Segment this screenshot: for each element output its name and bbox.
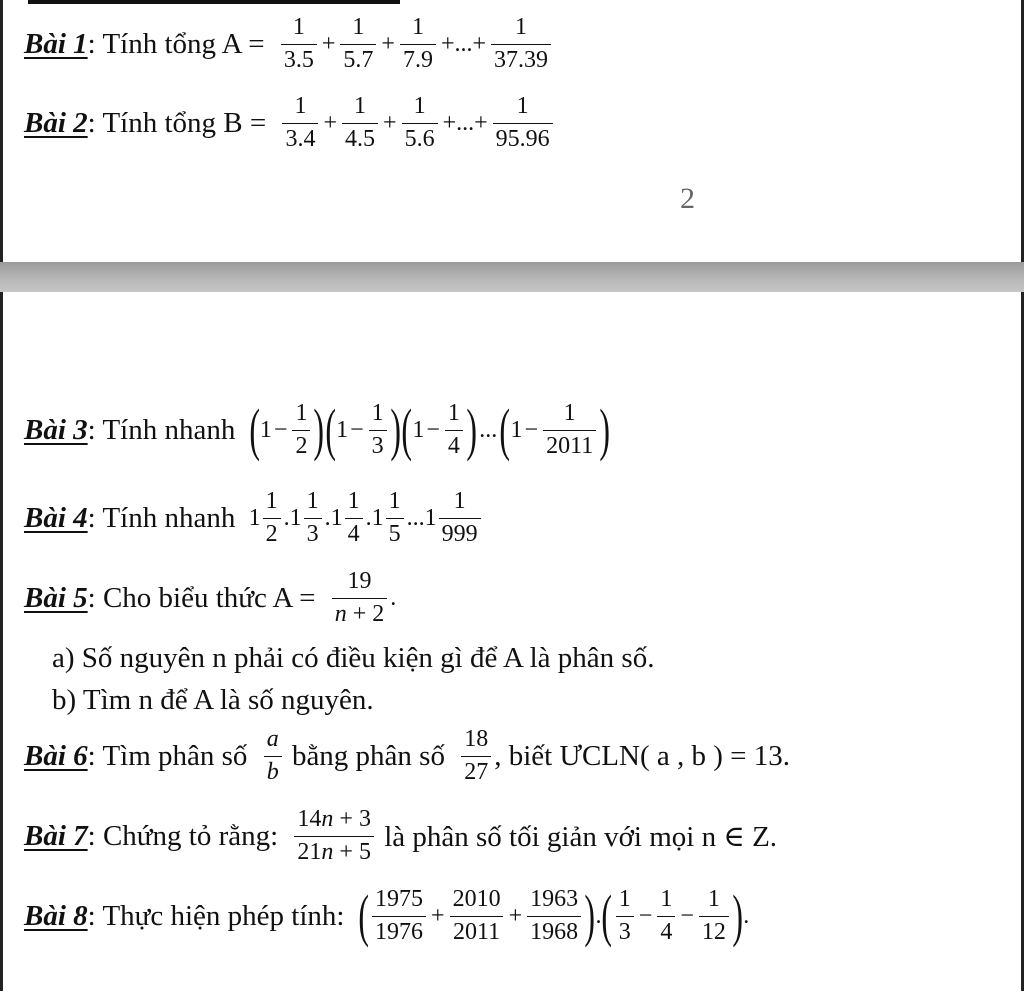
numerator: 1 xyxy=(563,400,576,426)
exercise-text: : Tính nhanh xyxy=(87,501,243,534)
fraction xyxy=(282,93,318,153)
left-paren: ( xyxy=(248,397,260,463)
denominator: 2011 xyxy=(450,916,503,947)
fraction xyxy=(292,400,310,460)
denominator: 37.39 xyxy=(491,44,551,75)
left-paren: ( xyxy=(325,397,336,463)
denominator: 3.4 xyxy=(282,123,318,154)
fraction xyxy=(342,93,378,153)
denominator: 1976 xyxy=(372,916,426,947)
numerator xyxy=(294,806,374,836)
exercise-8 xyxy=(24,883,750,949)
dot-separator: . xyxy=(365,504,372,531)
fraction xyxy=(657,886,675,946)
exercise-3 xyxy=(24,397,611,463)
coefficient: 21 xyxy=(297,838,322,865)
page-gap xyxy=(0,262,1024,292)
fraction xyxy=(345,488,363,548)
right-paren: ) xyxy=(584,883,596,949)
fraction xyxy=(340,14,376,74)
fraction xyxy=(332,568,388,628)
denominator: 95.96 xyxy=(493,123,553,154)
sum-expression xyxy=(279,93,555,153)
ellipsis: ... xyxy=(406,504,425,531)
left-paren: ( xyxy=(601,883,613,949)
numerator: 1 xyxy=(352,14,365,40)
denominator: 4 xyxy=(445,430,463,461)
fraction xyxy=(493,93,553,153)
numerator: 1 xyxy=(707,886,720,912)
plus-sign: + xyxy=(321,30,336,57)
denominator: 2 xyxy=(263,518,281,549)
fraction xyxy=(372,886,426,946)
one: 1 xyxy=(259,416,272,443)
exercise-label: Bài 3 xyxy=(24,413,88,446)
dot-separator: . xyxy=(283,504,290,531)
numerator: 18 xyxy=(464,726,489,752)
right-paren: ) xyxy=(390,397,401,463)
one: 1 xyxy=(412,416,425,443)
denominator: 5.7 xyxy=(340,44,376,75)
denominator: 3.5 xyxy=(281,44,317,75)
fraction xyxy=(439,488,481,548)
fraction xyxy=(263,488,281,548)
minus-sign: − xyxy=(426,416,440,443)
fraction-expression xyxy=(291,806,377,866)
numerator: 1 xyxy=(516,93,529,119)
denominator: 12 xyxy=(699,916,729,947)
page-number: 2 xyxy=(680,182,695,215)
whole-part: 1 xyxy=(248,504,261,531)
plus-sign: + xyxy=(383,109,397,136)
numerator: 1 xyxy=(447,400,460,426)
numerator: 1 xyxy=(453,488,466,514)
numerator: 1 xyxy=(294,93,307,119)
numerator: 1 xyxy=(660,886,673,912)
right-paren: ) xyxy=(466,397,477,463)
variable-n: n xyxy=(321,838,334,865)
one: 1 xyxy=(336,416,349,443)
numerator: 1 xyxy=(292,14,305,40)
exercise-text: : Chứng tỏ rằng: xyxy=(87,819,286,852)
numerator: 1 xyxy=(618,886,631,912)
numerator: 1 xyxy=(306,488,319,514)
numerator: 1 xyxy=(515,14,528,40)
fraction xyxy=(543,400,596,460)
plus-sign: + xyxy=(431,902,445,929)
exercise-5a: a) Số nguyên n phải có điều kiện gì để A là phân số. xyxy=(52,642,655,674)
fraction xyxy=(281,14,317,74)
fraction xyxy=(461,726,491,786)
variable-n: n xyxy=(334,600,347,627)
exercise-text: : Tính tổng B = xyxy=(87,106,274,139)
numerator: 1975 xyxy=(375,886,424,912)
fraction-a-b xyxy=(261,726,285,786)
coefficient: 14 xyxy=(297,806,322,832)
numerator: 1 xyxy=(354,93,367,119)
numerator: 1 xyxy=(413,93,426,119)
fraction xyxy=(400,14,436,74)
period: . xyxy=(390,584,397,611)
fraction xyxy=(527,886,581,946)
fraction xyxy=(264,726,282,786)
denominator: 5.6 xyxy=(402,123,438,154)
denominator xyxy=(332,598,388,629)
ellipsis: +...+ xyxy=(440,30,487,57)
multiply-dot: . xyxy=(595,902,602,929)
denominator: 1968 xyxy=(527,916,581,947)
plus-sign: + xyxy=(323,109,338,136)
exercise-1 xyxy=(24,14,554,74)
exercise-7 xyxy=(24,806,777,866)
fraction xyxy=(304,488,322,548)
denominator: 4 xyxy=(657,916,675,947)
exercise-text: : Tìm phân số xyxy=(87,739,255,772)
fraction xyxy=(445,400,463,460)
left-paren: ( xyxy=(401,397,412,463)
whole-part: 1 xyxy=(289,504,302,531)
denominator: 2011 xyxy=(543,430,596,461)
period: . xyxy=(743,902,750,929)
numerator: 1 xyxy=(388,488,401,514)
numerator: 2010 xyxy=(452,886,501,912)
right-paren: ) xyxy=(732,883,743,949)
exercise-text: : Thực hiện phép tính: xyxy=(87,899,352,932)
exercise-6 xyxy=(24,726,790,786)
numerator: a xyxy=(266,726,279,752)
fraction-expression xyxy=(329,568,397,628)
variable-n: n xyxy=(321,806,334,832)
minus-sign: − xyxy=(638,902,653,929)
exercise-label: Bài 6 xyxy=(24,739,88,772)
numerator: 19 xyxy=(347,568,372,594)
exercise-5 xyxy=(24,568,396,628)
fraction xyxy=(450,886,504,946)
exercise-label: Bài 2 xyxy=(24,106,88,139)
exercise-label: Bài 5 xyxy=(24,581,88,614)
denominator: 999 xyxy=(439,518,481,549)
exercise-text: bằng phân số xyxy=(284,739,453,772)
numerator: 1 xyxy=(347,488,360,514)
product-expression xyxy=(249,488,484,548)
denominator: 4.5 xyxy=(342,123,378,154)
minus-sign: − xyxy=(350,416,364,443)
right-paren: ) xyxy=(313,397,325,463)
numerator: 1963 xyxy=(530,886,579,912)
exercise-label: Bài 7 xyxy=(24,819,88,852)
fraction xyxy=(699,886,729,946)
exercise-text: : Tính nhanh xyxy=(87,413,243,446)
denominator: b xyxy=(264,756,282,787)
fraction xyxy=(386,488,404,548)
exercise-2 xyxy=(24,93,556,153)
fraction xyxy=(369,400,387,460)
exercise-text: : Tính tổng A = xyxy=(87,27,272,60)
denominator: 5 xyxy=(386,518,404,549)
numerator: 1 xyxy=(411,14,424,40)
denominator: 4 xyxy=(345,518,363,549)
constant: + 3 xyxy=(339,806,371,832)
product-expression xyxy=(248,397,611,463)
fraction xyxy=(491,14,551,74)
denominator: 2 xyxy=(292,430,310,461)
dot-separator: . xyxy=(324,504,331,531)
numerator: 1 xyxy=(265,488,278,514)
constant: + 5 xyxy=(339,838,371,865)
sum-expression xyxy=(278,14,554,74)
exercise-5b: b) Tìm n để A là số nguyên. xyxy=(52,684,374,716)
fraction xyxy=(402,93,438,153)
calc-expression xyxy=(358,883,750,949)
whole-part: 1 xyxy=(424,504,437,531)
denominator: 7.9 xyxy=(400,44,436,75)
denominator: 3 xyxy=(369,430,387,461)
whole-part: 1 xyxy=(371,504,384,531)
whole-part: 1 xyxy=(330,504,343,531)
plus-sign: + xyxy=(508,902,523,929)
plus-sign: + xyxy=(381,30,395,57)
exercise-label: Bài 8 xyxy=(24,899,88,932)
numerator: 1 xyxy=(371,400,384,426)
fraction-18-27 xyxy=(458,726,494,786)
minus-sign: − xyxy=(524,416,539,443)
right-paren: ) xyxy=(599,397,611,463)
minus-sign: − xyxy=(273,416,288,443)
ellipsis: +...+ xyxy=(442,109,488,136)
exercise-4 xyxy=(24,488,484,548)
denominator: 3 xyxy=(616,916,634,947)
denominator xyxy=(294,836,374,867)
one: 1 xyxy=(510,416,523,443)
exercise-label: Bài 1 xyxy=(24,27,88,60)
fraction xyxy=(616,886,634,946)
left-paren: ( xyxy=(499,397,511,463)
top-rule xyxy=(28,0,400,4)
left-paren: ( xyxy=(358,883,369,949)
exercise-label: Bài 4 xyxy=(24,501,88,534)
exercise-text: là phân số tối giản với mọi n ∈ Z. xyxy=(376,820,778,853)
denominator: 3 xyxy=(304,518,322,549)
exercise-text: , biết ƯCLN( a , b ) = 13. xyxy=(494,739,790,772)
numerator: 1 xyxy=(295,400,308,426)
denominator-rest: + 2 xyxy=(352,600,385,627)
ellipsis: ... xyxy=(479,416,498,443)
exercise-text: : Cho biểu thức A = xyxy=(87,581,323,614)
denominator: 27 xyxy=(461,756,491,787)
minus-sign: − xyxy=(680,902,694,929)
fraction xyxy=(294,806,374,866)
